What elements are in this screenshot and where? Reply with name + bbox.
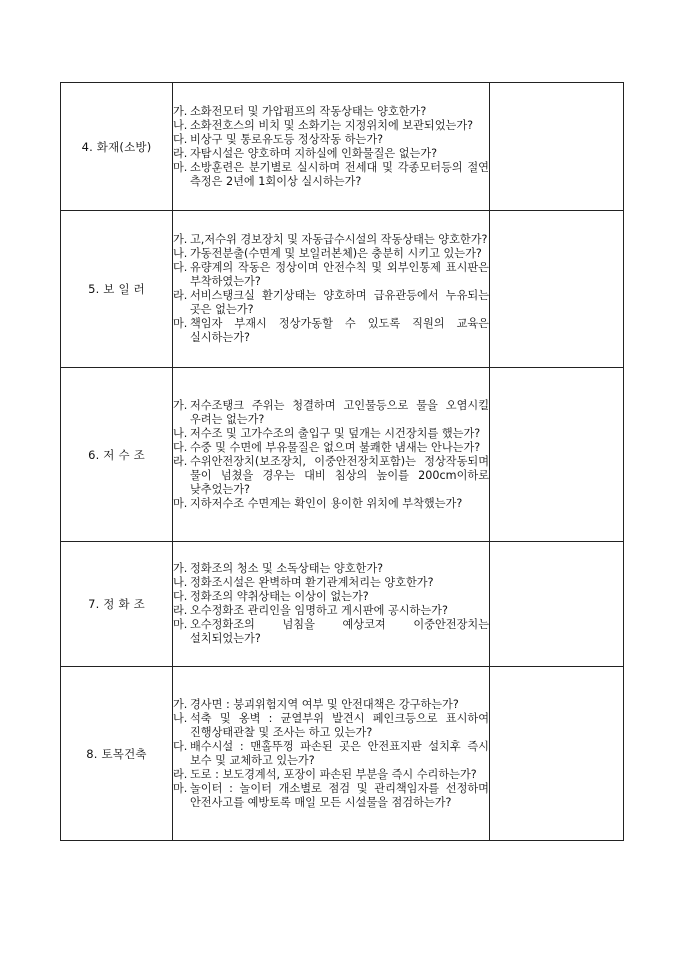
table-row <box>61 368 624 542</box>
notes-cell <box>490 83 624 211</box>
item-list <box>173 562 489 646</box>
item-marker: 나. <box>173 576 188 589</box>
list-item <box>173 289 489 317</box>
item-marker: 라. <box>173 289 188 302</box>
item-text: 비상구 및 통로유도등 정상작동 하는가? <box>190 132 384 146</box>
table-row <box>61 542 624 667</box>
item-marker: 가. <box>173 233 188 246</box>
item-marker: 다. <box>173 739 188 753</box>
item-text: 저수조 및 고가수조의 출입구 및 덮개는 시건장치를 했는가? <box>190 426 481 440</box>
items-cell <box>173 667 490 841</box>
items-cell <box>173 542 490 667</box>
item-text: 도로 : 보도경계석, 포장이 파손된 부분을 즉시 수리하는가? <box>190 767 477 781</box>
list-item <box>173 698 489 712</box>
list-item <box>173 119 489 133</box>
category-cell: 7. 정 화 조 <box>61 542 173 667</box>
item-text: 고,저수위 경보장치 및 자동급수시설의 작동상태는 양호한가? <box>190 233 488 246</box>
item-marker: 마. <box>173 618 188 631</box>
list-item <box>173 261 489 289</box>
item-marker: 가. <box>173 697 188 711</box>
item-text: 놀이터 : 놀이터 개소별로 점검 및 관리책임자를 선정하며 안전사고를 예방토록 매일 모든 시설물을 점검하는가? <box>190 781 489 809</box>
list-item <box>173 441 489 455</box>
list-item <box>173 455 489 497</box>
item-marker: 마. <box>173 160 188 174</box>
list-item <box>173 317 489 345</box>
item-marker: 나. <box>173 426 188 440</box>
item-text: 소화전호스의 비치 및 소화기는 지정위치에 보관되었는가? <box>190 118 474 132</box>
item-list <box>173 233 489 345</box>
item-text: 석축 및 옹벽 : 균열부위 발견시 페인크등으로 표시하여 진행상태관찰 및 조사는 하고 있는가? <box>190 711 489 739</box>
list-item <box>173 562 489 576</box>
list-item <box>173 740 489 768</box>
item-marker: 마. <box>173 317 188 330</box>
list-item <box>173 712 489 740</box>
items-cell <box>173 368 490 542</box>
item-text: 유량계의 작동은 정상이며 안전수칙 및 외부인통제 표시판은 부착하였는가? <box>190 261 489 288</box>
item-text: 가동전분출(수면계 및 보일러본체)은 충분히 시키고 있는가? <box>190 247 482 260</box>
item-marker: 다. <box>173 261 188 274</box>
item-text: 저수조탱크 주위는 청결하며 고인물등으로 물을 오염시킬 우려는 없는가? <box>190 398 489 426</box>
item-marker: 라. <box>173 767 188 781</box>
list-item <box>173 247 489 261</box>
item-text: 자탐시설은 양호하며 지하실에 인화물질은 없는가? <box>190 146 438 160</box>
item-text: 경사면 : 붕괴위험지역 여부 및 안전대책은 강구하는가? <box>190 697 459 711</box>
item-text: 오수정화조 관리인을 임명하고 게시판에 공시하는가? <box>190 604 448 617</box>
list-item <box>173 782 489 810</box>
list-item <box>173 768 489 782</box>
item-marker: 다. <box>173 132 188 146</box>
item-list <box>173 399 489 511</box>
item-marker: 나. <box>173 247 188 260</box>
item-text: 오수정화조의 넘침을 예상코져 이중안전장치는 설치되었는가? <box>190 618 489 645</box>
category-cell: 4. 화재(소방) <box>61 83 173 211</box>
item-text: 서비스탱크실 환기상태는 양호하며 급유관등에서 누유되는 곳은 없는가? <box>190 289 489 316</box>
list-item <box>173 590 489 604</box>
item-marker: 라. <box>173 604 188 617</box>
item-marker: 가. <box>173 562 188 575</box>
category-cell: 8. 토목건축 <box>61 667 173 841</box>
item-marker: 가. <box>173 398 188 412</box>
list-item <box>173 233 489 247</box>
item-text: 정화조시설은 완벽하며 환기관계처리는 양호한가? <box>190 576 434 589</box>
item-marker: 다. <box>173 440 188 454</box>
category-cell: 6. 저 수 조 <box>61 368 173 542</box>
notes-cell <box>490 368 624 542</box>
inspection-checklist-table <box>60 82 624 841</box>
item-text: 정화조의 약취상태는 이상이 없는가? <box>190 590 369 603</box>
notes-cell <box>490 211 624 368</box>
item-marker: 나. <box>173 711 188 725</box>
item-marker: 나. <box>173 118 188 132</box>
item-text: 정화조의 청소 및 소독상태는 양호한가? <box>190 562 384 575</box>
list-item <box>173 576 489 590</box>
list-item <box>173 399 489 427</box>
item-marker: 라. <box>173 146 188 160</box>
list-item <box>173 147 489 161</box>
item-list <box>173 105 489 189</box>
item-text: 소방훈련은 분기별로 실시하며 전세대 및 각종모터등의 절연 측정은 2년에 1회이상 실시하는가? <box>190 160 489 188</box>
list-item <box>173 161 489 189</box>
item-list <box>173 698 489 810</box>
item-text: 소화전모터 및 가압펌프의 작동상태는 양호한가? <box>190 104 427 118</box>
item-text: 지하저수조 수면계는 확인이 용이한 위치에 부착했는가? <box>190 496 463 510</box>
table-row <box>61 83 624 211</box>
items-cell <box>173 211 490 368</box>
list-item <box>173 427 489 441</box>
item-text: 수중 및 수면에 부유물질은 없으며 불쾌한 냄새는 안나는가? <box>190 440 481 454</box>
item-marker: 마. <box>173 781 188 795</box>
list-item <box>173 604 489 618</box>
item-text: 수위안전장치(보조장치, 이중안전장치포함)는 정상작동되며 물이 넘쳤을 경우는 대비 침상의 높이를 200cm이하로 낮추었는가? <box>190 454 489 496</box>
category-cell: 5. 보 일 러 <box>61 211 173 368</box>
table-row <box>61 667 624 841</box>
item-marker: 라. <box>173 454 188 468</box>
item-marker: 가. <box>173 104 188 118</box>
list-item <box>173 133 489 147</box>
list-item <box>173 618 489 646</box>
item-text: 책임자 부재시 정상가동할 수 있도록 직원의 교육은 실시하는가? <box>190 317 489 344</box>
items-cell <box>173 83 490 211</box>
item-marker: 다. <box>173 590 188 603</box>
list-item <box>173 105 489 119</box>
table-row <box>61 211 624 368</box>
item-marker: 마. <box>173 496 188 510</box>
list-item <box>173 497 489 511</box>
item-text: 배수시설 : 맨홀뚜껑 파손된 곳은 안전표지판 설치후 즉시 보수 및 교체하고 있는가? <box>190 739 489 767</box>
notes-cell <box>490 667 624 841</box>
notes-cell <box>490 542 624 667</box>
